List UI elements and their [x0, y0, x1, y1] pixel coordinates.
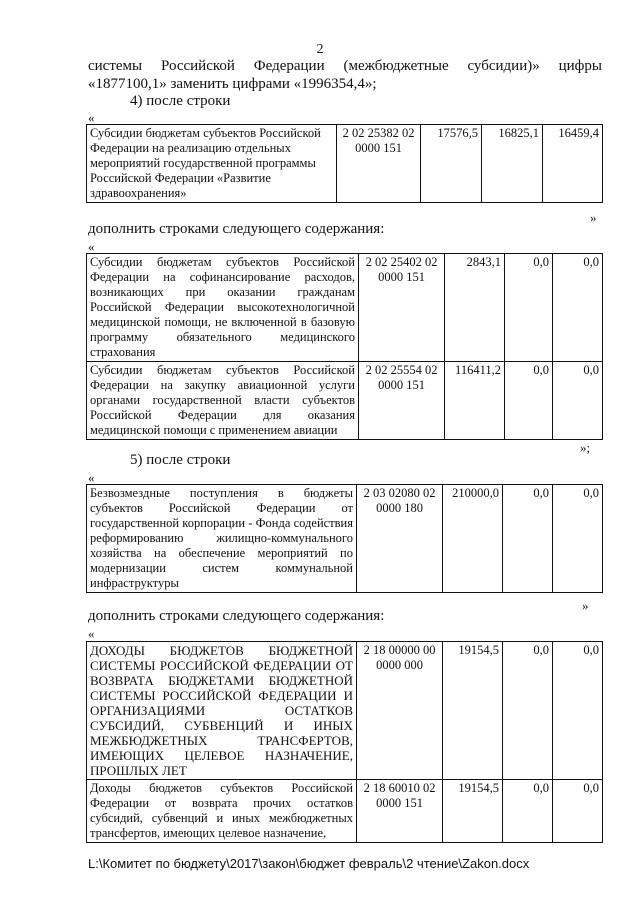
row-value-1: 2843,1 [445, 254, 505, 362]
row-code: 2 18 60010 02 0000 151 [357, 780, 443, 843]
row-value-3: 0,0 [553, 254, 603, 362]
quote-open: « [88, 470, 95, 485]
row-name: ДОХОДЫ БЮДЖЕТОВ БЮДЖЕТНОЙ СИСТЕМЫ РОССИЙСКОЙ ФЕДЕРАЦИИ ОТ ВОЗВРАТА БЮДЖЕТАМИ БЮДЖЕТНОЙ СИСТЕМЫ РОССИЙСКОЙ ФЕДЕРАЦИИ И ОРГАНИЗАЦИЯМИ ОСТАТКОВ СУБСИДИЙ, СУБВЕНЦИЙ И ИНЫХ МЕЖБЮДЖЕТНЫХ ТРАНСФЕРТОВ, ИМЕЮЩИХ ЦЕЛЕВОЕ НАЗНАЧЕНИЕ, ПРОШЛЫХ ЛЕТ [87, 642, 357, 780]
row-value-3: 0,0 [553, 780, 603, 843]
table-row [87, 362, 603, 440]
quote-close-semicolon: »; [580, 440, 591, 455]
row-value-1: 19154,5 [443, 642, 503, 780]
quote-open: « [88, 239, 95, 254]
row-code: 2 03 02080 02 0000 180 [357, 485, 443, 593]
row-value-2: 16825,1 [482, 125, 543, 203]
quote-close: » [582, 598, 589, 613]
intro-word: цифры [558, 58, 602, 74]
intro-word: Российской [160, 58, 235, 74]
row-value-2: 0,0 [503, 780, 553, 843]
row-code: 2 18 00000 00 0000 000 [357, 642, 443, 780]
add-rows-text: дополнить строками следующего содержания: [88, 608, 385, 624]
row-value-1: 210000,0 [443, 485, 503, 593]
quote-open: « [88, 110, 95, 125]
item-5-heading: 5) после строки [130, 452, 231, 468]
row-value-3: 0,0 [553, 642, 603, 780]
table-row [87, 642, 603, 780]
quote-open: « [88, 626, 95, 641]
table-added-rows-1 [86, 253, 603, 440]
page-number: 2 [316, 42, 324, 57]
row-name: Субсидии бюджетам субъектов Российской Федерации на закупку авиационной услуги органами государственной власти субъектов Российской Федерации для оказания медицинской помощи с применением авиации [87, 362, 359, 440]
footer-file-path: L:\Комитет по бюджету\2017\закон\бюджет февраль\2 чтение\Zakon.docx [88, 856, 530, 871]
row-value-2: 0,0 [505, 254, 553, 362]
intro-line-1 [88, 58, 602, 75]
row-name: Безвозмездные поступления в бюджеты субъектов Российской Федерации от государственной корпорации - Фонда содействия реформированию жилищно-коммунального хозяйства на обеспечение мероприятий по модернизации систем коммунальной инфраструктуры [87, 485, 357, 593]
row-name: Доходы бюджетов субъектов Российской Федерации от возврата прочих остатков субсидий, субвенций и иных межбюджетных трансфертов, имеющих целевое назначение, [87, 780, 357, 843]
add-rows-text: дополнить строками следующего содержания: [88, 221, 385, 237]
row-name: Субсидии бюджетам субъектов Российской Федерации на софинансирование расходов, возникающих при оказании гражданам Российской Федерации высокотехнологичной медицинской помощи, не включенной в базовую программу обязательного медицинского страхования [87, 254, 359, 362]
table-row [87, 485, 603, 593]
row-code: 2 02 25382 02 0000 151 [337, 125, 421, 203]
intro-word: (межбюджетные [343, 58, 449, 74]
row-code: 2 02 25554 02 0000 151 [359, 362, 445, 440]
table-row [87, 780, 603, 843]
intro-line-2: «1877100,1» заменить цифрами «1996354,4»; [88, 76, 377, 92]
quote-close: » [590, 210, 597, 225]
row-value-2: 0,0 [503, 642, 553, 780]
table-row [87, 125, 603, 203]
row-value-3: 0,0 [553, 362, 603, 440]
table-row [87, 254, 603, 362]
intro-word: субсидии)» [467, 58, 540, 74]
row-name: Субсидии бюджетам субъектов Российской Федерации на реализацию отдельных мероприятий государственной программы Российской Федерации «Развитие здравоохранения» [87, 125, 337, 203]
row-value-3: 0,0 [553, 485, 603, 593]
intro-word: системы [88, 58, 143, 74]
row-value-2: 0,0 [505, 362, 553, 440]
item-4-heading: 4) после строки [130, 93, 231, 109]
row-value-1: 19154,5 [443, 780, 503, 843]
row-value-3: 16459,4 [543, 125, 603, 203]
row-value-2: 0,0 [503, 485, 553, 593]
intro-word: Федерации [253, 58, 325, 74]
row-value-1: 116411,2 [445, 362, 505, 440]
row-code: 2 02 25402 02 0000 151 [359, 254, 445, 362]
table-original-row-fund [86, 484, 603, 593]
row-value-1: 17576,5 [421, 125, 482, 203]
table-original-row-health [86, 124, 603, 203]
table-added-rows-2 [86, 641, 603, 843]
